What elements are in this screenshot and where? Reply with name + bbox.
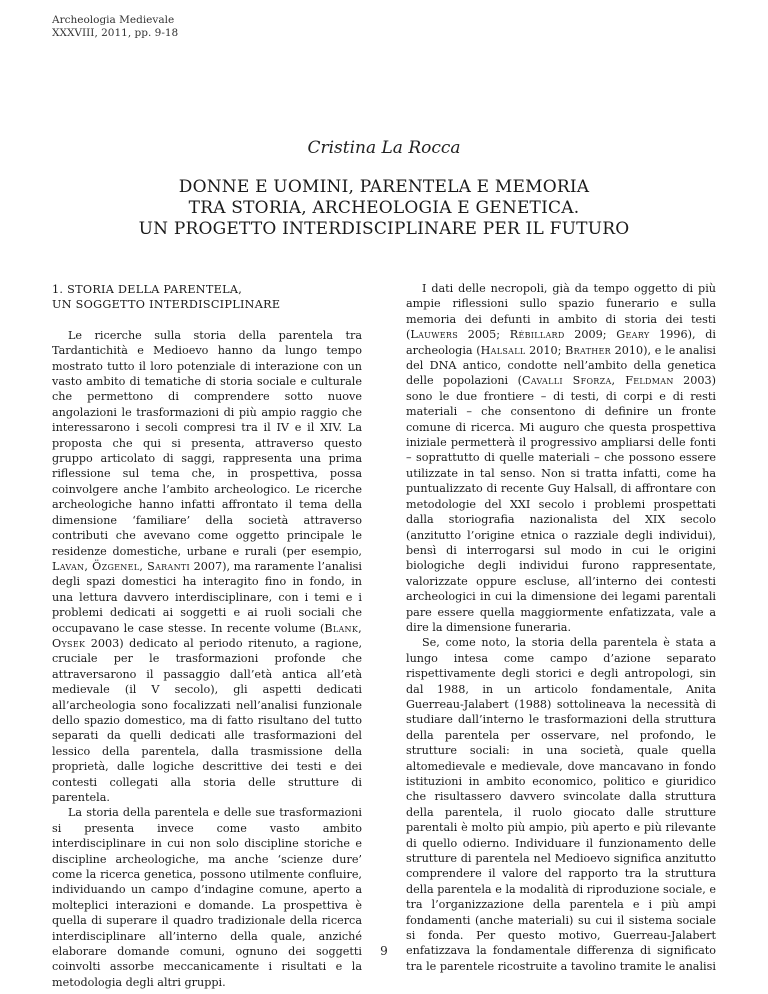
title-line: UN PROGETTO INTERDISCIPLINARE PER IL FUTURO <box>138 219 630 239</box>
article-title <box>0 177 768 240</box>
body-paragraph <box>52 328 362 806</box>
page-number: 9 <box>380 944 388 958</box>
text-run: 2005; <box>458 328 510 342</box>
citation-author: Rébillard <box>509 328 565 342</box>
running-head <box>52 14 178 40</box>
citation-author: Cavalli Sforza, Feldman <box>521 374 674 388</box>
citation-author: Geary <box>616 328 650 342</box>
journal-name: Archeologia Medievale <box>52 14 175 26</box>
section-heading-line: UN SOGGETTO INTERDISCIPLINARE <box>52 298 281 312</box>
journal-volume: XXXVIII, 2011, pp. 9-18 <box>52 27 179 39</box>
text-run: Le ricerche sulla storia della parentela tra Tardantichità e Medioevo hanno da lungo tempo mostrato tutto il loro potenziale di interazione con un vasto ambito di tematiche di storia sociale e culturale che permettono di comprendere sotto nuove angolazioni le trasformazioni di più ampio raggio che interessarono i secoli compresi tra il IV e il XIV. La proposta che qui si presenta, attraverso questo gruppo articolato di saggi, rappresenta una prima riflessione sul tema che, in prospettiva, possa coinvolgere anche l’ambito archeologico. Le ricerche archeologiche hanno infatti affrontato il tema della dimensione ‘familiare’ della società attraverso contributi che avevano come oggetto principale le residenze domestiche, urbane e rurali (per esempio, <box>52 328 362 558</box>
text-run: 2003) dedicato al periodo ritenuto, a ragione, cruciale per le trasformazioni profonde che attraversarono il passaggio dall’età antica all’età medievale (il V secolo), gli aspetti dedicati all’archeologia sono focalizzati nell’analisi funzionale dello spazio domestico, ma di fatto risultano del tutto separati da quelli dedicati alle trasformazioni del lessico della parentela, dalla trasmissione della proprietà, dalle logiche descrittive dei testi e dei contesti collegati alla storia delle strutture di parentela. <box>52 636 362 804</box>
author-name: Cristina La Rocca <box>307 138 461 158</box>
text-run: 2010; <box>525 343 566 357</box>
section-heading <box>52 282 362 313</box>
text-run: 2010), e le analisi del DNA antico, condotte nell’ambito della genetica delle popolazioni ( <box>406 343 716 388</box>
text-run: I dati delle necropoli, già da tempo oggetto di più ampie riflessioni sullo spazio funerario e sulla memoria dei defunti in ambito di storia dei testi ( <box>406 282 716 342</box>
right-column <box>406 281 716 974</box>
citation-author: Lavan, Özgenel, Saranti <box>52 559 190 573</box>
title-line: DONNE E UOMINI, PARENTELA E MEMORIA <box>178 177 590 197</box>
text-run: 2003) sono le due frontiere – di testi, di corpi e di resti materiali – che consentono di definire un fronte comune di ricerca. Mi auguro che questa prospettiva iniziale permetterà il progressivo ampliarsi delle fonti – soprattutto di quelle materiali – che possono essere utilizzate in tal senso. Non si tratta infatti, come ha puntualizzato di recente Guy Halsall, di affrontare con metodologie del XXI secolo i problemi prospettati dalla storiografia nazionalista del XIX secolo (anzitutto l’origine etnica o razziale degli individui), bensì di interrogarsi sul modo in cui le origini biologiche degli individui furono rappresentate, valorizzate oppure escluse, all’interno dei contesti archeologici in cui la dimensione dei legami parentali pare essere quella maggiormente enfatizzata, vale a dire la dimensione funeraria. <box>406 374 716 634</box>
text-run: 2009; <box>564 328 617 342</box>
title-line: TRA STORIA, ARCHEOLOGIA E GENETICA. <box>188 198 580 218</box>
citation-author: Brather <box>565 343 611 357</box>
section-heading-line: 1. STORIA DELLA PARENTELA, <box>52 283 243 296</box>
body-paragraph <box>406 281 716 635</box>
left-column <box>52 282 362 990</box>
text-run: 1996), di archeologia ( <box>406 328 717 357</box>
citation-author: Blank, Oysek <box>52 621 362 650</box>
body-paragraph: La storia della parentela e delle sue trasformazioni si presenta invece come vasto ambito interdisciplinare in cui non solo discipline storiche e discipline archeologiche, ma anche ‘scienze dure’ come la ricerca genetica, possono utilmente confluire, individuando un campo d’indagine comune, aperto a molteplici interazioni e domande. La prospettiva è quella di superare il quadro tradizionale della ricerca interdisciplinare all’interno della quale, anziché elaborare domande comuni, ognuno dei soggetti coinvolti assorbe meccanicamente i risultati e la metodologia degli altri gruppi. <box>52 806 362 989</box>
text-run: 2007), ma raramente l’analisi degli spazi domestici ha interagito fino in fondo, in una lettura davvero interdisciplinare, con i temi e i problemi dedicati ai soggetti e ai ruoli sociali che occupavano le case stesse. In recente volume ( <box>52 559 362 635</box>
body-paragraph: Se, come noto, la storia della parentela è stata a lungo intesa come campo d’azione separato rispettivamente degli storici e degli antropologi, sin dal 1988, in un articolo fondamentale, Anita Guerreau-Jalabert (1988) sottolineava la necessità di studiare dall’interno le trasformazioni della struttura della parentela per osservare, nel profondo, le strutture sociali: in una società, quale quella altomedievale e medievale, dove mancavano in fondo istituzioni in ambito economico, politico e giuridico che risultassero davvero svincolate dalla struttura della parentela, il ruolo giocato dalle strutture parentali è molto più ampio, più aperto e più rilevante di quello odierno. Individuare il funzionamento delle strutture di parentela nel Medioevo significa anzitutto comprendere il valore del rapporto tra la struttura della parentela e la modalità di riproduzione sociale, e tra l’organizzazione della parentela e i più ampi fondamenti (anche materiali) su cui il sistema sociale si fonda. Per questo motivo, Guerreau-Jalabert enfatizzava la fondamentale differenza di significato tra le parentele ricostruite a tavolino tramite le analisi <box>406 636 716 973</box>
citation-author: Lauwers <box>410 328 458 342</box>
citation-author: Halsall <box>480 343 526 357</box>
